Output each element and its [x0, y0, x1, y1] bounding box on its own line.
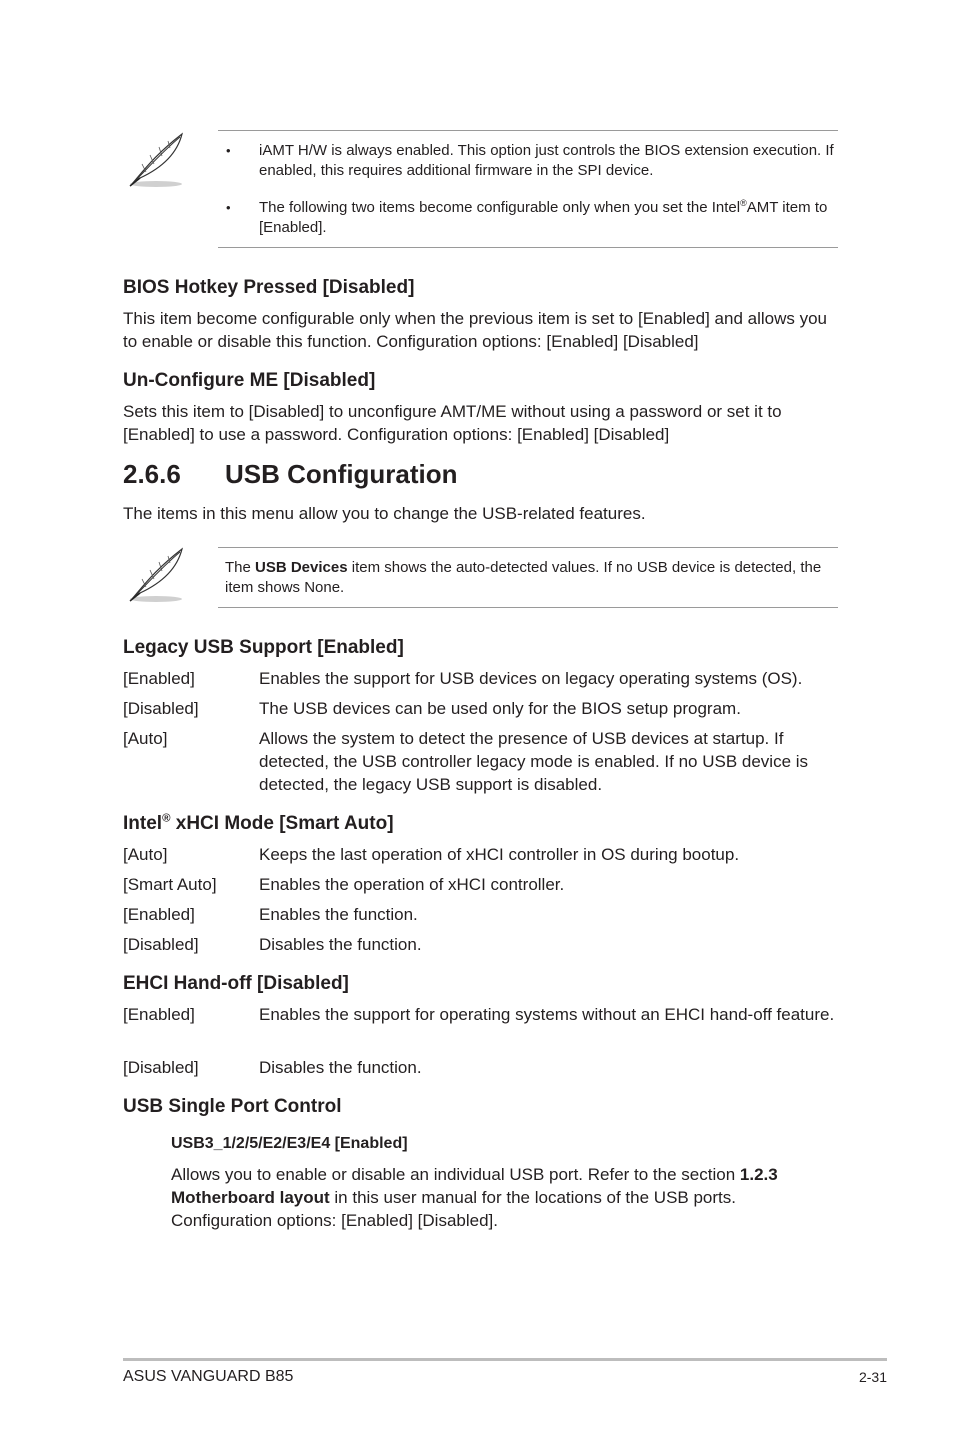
section-intro: The items in this menu allow you to change the USB-related features. [123, 504, 646, 523]
note1-bullet-2: • [226, 200, 231, 215]
ehci-option: [Enabled] [123, 1005, 195, 1024]
note2-top-rule [218, 547, 838, 548]
legacy-usb-option-desc: Enables the support for USB devices on legacy operating systems (OS). [259, 669, 803, 688]
note2-bottom-rule [218, 607, 838, 608]
unconfigure-me-body: Sets this item to [Disabled] to unconfigure AMT/ME without using a password or set it to [Enabled] to use a password. Configuration options: [Enabled] [Disabled] [123, 402, 782, 444]
note1-item-1: iAMT H/W is always enabled. This option just controls the BIOS extension execution. If enabled, this requires additional firmware in the SPI device. [259, 142, 834, 179]
legacy-usb-option: [Auto] [123, 729, 168, 748]
quill-note-icon [126, 545, 188, 603]
usb-single-port-heading: USB Single Port Control [123, 1096, 342, 1117]
ehci-option-desc: Enables the support for operating systems without an EHCI hand-off feature. [259, 1005, 835, 1024]
legacy-usb-heading: Legacy USB Support [Enabled] [123, 637, 404, 658]
note2-text: The USB Devices item shows the auto-detected values. If no USB device is detected, the item shows None. [225, 559, 822, 596]
xhci-option-desc: Enables the function. [259, 905, 418, 924]
section-number: 2.6.6 [123, 459, 181, 489]
note1-item-2: The following two items become configurable only when you set the Intel®AMT item to [Enabled]. [259, 198, 828, 236]
xhci-option: [Disabled] [123, 935, 199, 954]
note-top-rule [218, 130, 838, 131]
xhci-option: [Enabled] [123, 905, 195, 924]
note-bottom-rule [218, 247, 838, 248]
usb-single-port-subheading: USB3_1/2/5/E2/E3/E4 [Enabled] [171, 1135, 408, 1152]
quill-note-icon [126, 130, 188, 188]
ehci-option-desc: Disables the function. [259, 1058, 422, 1077]
footer-rule [123, 1358, 887, 1361]
note1-bullet-1: • [226, 143, 231, 158]
xhci-option-desc: Keeps the last operation of xHCI controller in OS during bootup. [259, 845, 740, 864]
legacy-usb-option-desc: The USB devices can be used only for the BIOS setup program. [259, 699, 741, 718]
bios-hotkey-heading: BIOS Hotkey Pressed [Disabled] [123, 277, 415, 298]
unconfigure-me-heading: Un-Configure ME [Disabled] [123, 370, 376, 391]
legacy-usb-option: [Enabled] [123, 669, 195, 688]
xhci-option-desc: Enables the operation of xHCI controller. [259, 875, 565, 894]
section-title: USB Configuration [225, 459, 458, 489]
footer-page-number: 2-31 [858, 1369, 887, 1385]
xhci-option: [Smart Auto] [123, 875, 217, 894]
usb-single-port-body: Allows you to enable or disable an individual USB port. Refer to the section 1.2.3 Motherboard layout in this user manual for the locations of the USB ports. Configuration options: [Enabled] [Disabled]. [171, 1165, 778, 1230]
footer-product: ASUS VANGUARD B85 [123, 1368, 294, 1385]
bios-hotkey-body: This item become configurable only when the previous item is set to [Enabled] and allows you to enable or disable this function. Configuration options: [Enabled] [Disabled] [123, 309, 827, 351]
legacy-usb-option: [Disabled] [123, 699, 199, 718]
legacy-usb-option-desc: Allows the system to detect the presence of USB devices at startup. If detected, the USB controller legacy mode is enabled. If no USB device is detected, the legacy USB support is disabled. [259, 729, 809, 794]
xhci-option: [Auto] [123, 845, 168, 864]
xhci-option-desc: Disables the function. [259, 935, 422, 954]
xhci-heading: Intel® xHCI Mode [Smart Auto] [123, 812, 394, 834]
ehci-option: [Disabled] [123, 1058, 199, 1077]
ehci-heading: EHCI Hand-off [Disabled] [123, 973, 349, 994]
